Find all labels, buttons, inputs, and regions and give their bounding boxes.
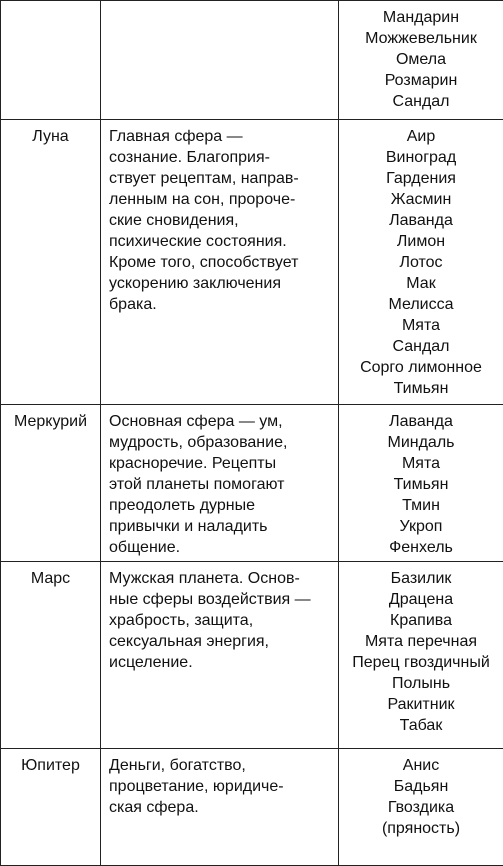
- table-row: [1, 749, 503, 866]
- description-cell: [101, 120, 339, 405]
- description-line: общение.: [109, 537, 332, 558]
- table-row: [1, 562, 503, 749]
- herb-item: Тимьян: [341, 474, 501, 495]
- herb-item: Тимьян: [341, 378, 501, 399]
- planet-name: Луна: [32, 128, 68, 145]
- herb-item: Мак: [341, 273, 501, 294]
- herb-item: Мята: [341, 315, 501, 336]
- herb-item: Драцена: [341, 589, 501, 610]
- planet-name: Юпитер: [21, 757, 80, 774]
- description-line: этой планеты помогают: [109, 474, 332, 495]
- description-line: процветание, юридиче-: [109, 776, 332, 797]
- description-line: мудрость, образование,: [109, 432, 332, 453]
- description-line: Главная сфера —: [109, 126, 332, 147]
- description-line: сознание. Благоприя-: [109, 147, 332, 168]
- herb-item: Мята перечная: [341, 631, 501, 652]
- description-line: исцеление.: [109, 652, 332, 673]
- herb-item: Ракитник: [341, 694, 501, 715]
- description-cell: [101, 405, 339, 562]
- herb-item: Лаванда: [341, 411, 501, 432]
- herbs-cell: [339, 120, 503, 405]
- planet-cell: [1, 405, 101, 562]
- herb-item: Гвоздика: [341, 797, 501, 818]
- description-line: храбрость, защита,: [109, 610, 332, 631]
- planet-cell: [1, 120, 101, 405]
- herb-item: Анис: [341, 755, 501, 776]
- description-line: ленным на сон, пророче-: [109, 189, 332, 210]
- herb-item: Омела: [341, 49, 501, 70]
- herbs-cell: [339, 1, 503, 120]
- herb-item: Бадьян: [341, 776, 501, 797]
- description-line: Основная сфера — ум,: [109, 411, 332, 432]
- description-line: психические состояния.: [109, 231, 332, 252]
- herb-item: Можжевельник: [341, 28, 501, 49]
- description-line: преодолеть дурные: [109, 495, 332, 516]
- herb-item: Тмин: [341, 495, 501, 516]
- herb-item: Миндаль: [341, 432, 501, 453]
- herb-item: Табак: [341, 715, 501, 736]
- herb-item: (пряность): [341, 818, 501, 839]
- herb-item: Лаванда: [341, 210, 501, 231]
- herb-item: Розмарин: [341, 70, 501, 91]
- description-line: Кроме того, способствует: [109, 252, 332, 273]
- table-row: [1, 405, 503, 562]
- herb-item: Мелисса: [341, 294, 501, 315]
- herb-item: Сандал: [341, 91, 501, 112]
- herb-item: Крапива: [341, 610, 501, 631]
- planet-name: Меркурий: [14, 413, 87, 430]
- herb-item: Укроп: [341, 516, 501, 537]
- description-line: красноречие. Рецепты: [109, 453, 332, 474]
- herb-item: Лимон: [341, 231, 501, 252]
- description-line: сексуальная энергия,: [109, 631, 332, 652]
- herbs-cell: [339, 749, 503, 866]
- table-row: [1, 120, 503, 405]
- description-line: ные сферы воздействия —: [109, 589, 332, 610]
- herb-item: Базилик: [341, 568, 501, 589]
- planet-cell: [1, 749, 101, 866]
- description-line: ская сфера.: [109, 797, 332, 818]
- herb-item: Мандарин: [341, 7, 501, 28]
- herb-item: Перец гвоздичный: [341, 652, 501, 673]
- description-line: ские сновидения,: [109, 210, 332, 231]
- description-line: ускорению заключения: [109, 273, 332, 294]
- herb-item: Сорго лимонное: [341, 357, 501, 378]
- description-cell: [101, 749, 339, 866]
- description-line: брака.: [109, 294, 332, 315]
- herb-item: Виноград: [341, 147, 501, 168]
- description-cell: [101, 562, 339, 749]
- description-line: ствует рецептам, направ-: [109, 168, 332, 189]
- planet-name: Марс: [31, 570, 70, 587]
- description-line: Мужская планета. Основ-: [109, 568, 332, 589]
- description-cell: [101, 1, 339, 120]
- herb-item: Гардения: [341, 168, 501, 189]
- herb-item: Полынь: [341, 673, 501, 694]
- description-line: Деньги, богатство,: [109, 755, 332, 776]
- herb-item: Мята: [341, 453, 501, 474]
- herb-item: Фенхель: [341, 537, 501, 558]
- herbs-cell: [339, 562, 503, 749]
- herb-item: Сандал: [341, 336, 501, 357]
- herb-item: Лотос: [341, 252, 501, 273]
- planet-cell: [1, 562, 101, 749]
- description-line: привычки и наладить: [109, 516, 332, 537]
- table-body: [1, 1, 503, 866]
- herb-item: Жасмин: [341, 189, 501, 210]
- herbs-cell: [339, 405, 503, 562]
- planet-cell: [1, 1, 101, 120]
- herb-item: Аир: [341, 126, 501, 147]
- table-row: [1, 1, 503, 120]
